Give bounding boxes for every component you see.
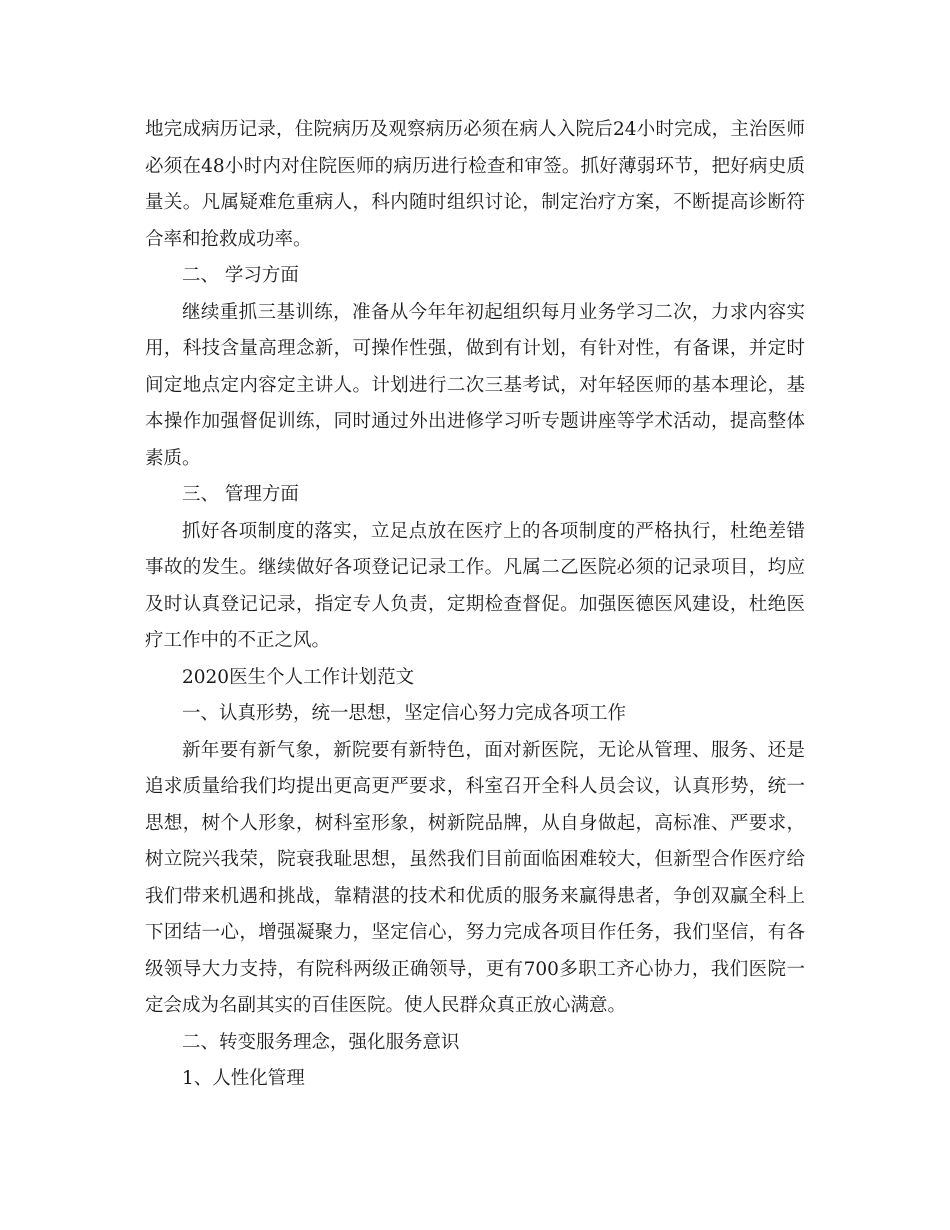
paragraph-new-year: 新年要有新气象，新院要有新特色，面对新医院，无论从管理、服务、还是追求质量给我们均提出更高更严要求，科室召开全科人员会议，认真形势，统一思想，树个人形象，树科室形象，树新院品牌，从自身做起，高标准、严要求，树立院兴我荣，院衰我耻思想，虽然我们目前面临困难较大，但新型合作医疗给我们带来机遇和挑战，靠精湛的技术和优质的服务来赢得患者，争创双赢全科上下团结一心，增强凝聚力，坚定信心，努力完成各项目作任务，我们坚信，有各级领导大力支持，有院科两级正确领导，更有700多职工齐心协力，我们医院一定会成为名副其实的百佳医院。使人民群众真正放心满意。 [145,739,805,1016]
paragraph-study: 继续重抓三基训练，准备从今年年初起组织每月业务学习二次，力求内容实用，科技含量高理念新，可操作性强，做到有计划，有针对性，有备课，并定时间定地点定内容定主讲人。计划进行二次三基考试，对年轻医师的基本理论，基本操作加强督促训练，同时通过外出进修学习听专题讲座等学术活动，提高整体素质。 [145,301,805,469]
section-heading-situation: 一、认真形势，统一思想，坚定信心努力完成各项工作 [182,703,627,724]
section-heading-service: 二、转变服务理念，强化服务意识 [182,1031,460,1053]
document-subtitle: 2020医生个人工作计划范文 [182,666,415,688]
paragraph-management: 抓好各项制度的落实，立足点放在医疗上的各项制度的严格执行，杜绝差错事故的发生。继续做好各项登记记录工作。凡属二乙医院必须的记录项目，均应及时认真登记记录，指定专人负责，定期检查督促。加强医德医风建设，杜绝医疗工作中的不正之风。 [145,520,805,651]
section-heading-management: 三、 管理方面 [182,484,299,505]
section-heading-study: 二、 学习方面 [182,265,299,286]
paragraph-medical-records: 地完成病历记录，住院病历及观察病历必须在病人入院后24小时完成，主治医师必须在48小时内对住院医师的病历进行检查和审签。抓好薄弱环节，把好病史质量关。凡属疑难危重病人，科内随时组织讨论，制定治疗方案，不断提高诊断符合率和抢救成功率。 [145,119,805,250]
subsection-heading-humanized: 1、人性化管理 [182,1068,305,1089]
document-body [145,112,805,1098]
